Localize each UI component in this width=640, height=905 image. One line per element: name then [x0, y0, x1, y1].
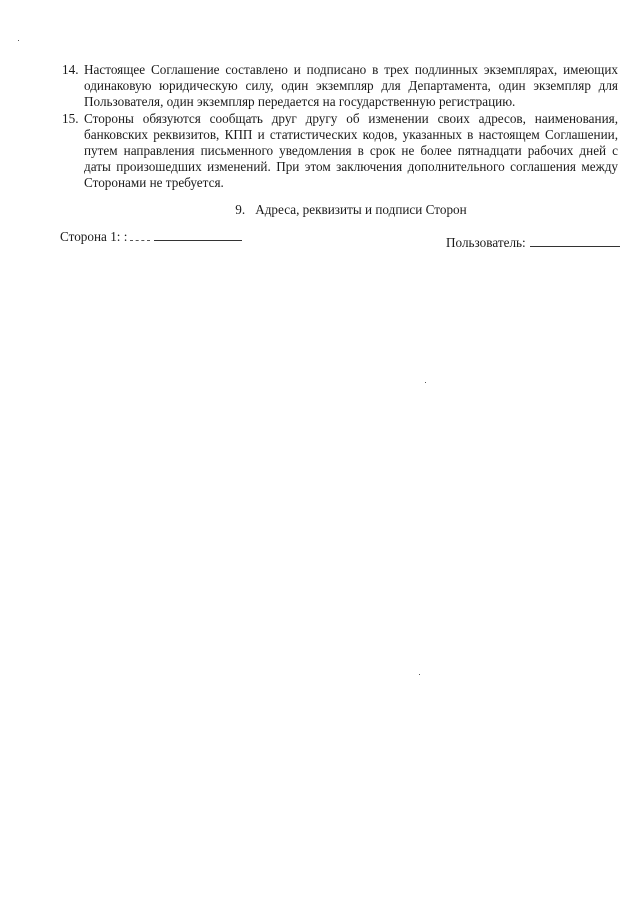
clause-list: [62, 62, 618, 192]
signature-user: [446, 235, 620, 251]
signature-label-party-1: Сторона 1: :: [60, 229, 128, 244]
clause-15: [62, 111, 618, 191]
clause-number: 14.: [62, 62, 79, 77]
scan-speck: [419, 674, 420, 675]
clause-text: Настоящее Соглашение составлено и подписано в трех подлинных экземплярах, имеющих одинаковую юридическую силу, один экземпляр для Департамента, один экземпляр для Пользователя, один экземпляр передается на государственную регистрацию.: [84, 62, 618, 109]
clause-text: Стороны обязуются сообщать друг другу об изменении своих адресов, наименования, банковских реквизитов, КПП и статистических кодов, указанных в настоящем Соглашении, путем направления письменного уведомления в срок не более пятнадцати рабочих дней с даты произошедших изменений. При этом заключения дополнительного соглашения между Сторонами не требуется.: [84, 111, 618, 190]
signature-line: [530, 235, 620, 247]
clause-14: [62, 62, 618, 110]
clause-number: 15.: [62, 111, 79, 126]
signature-dash: [130, 229, 150, 241]
section-number: 9.: [235, 202, 246, 217]
signature-line: [154, 229, 242, 241]
section-heading: [0, 202, 640, 218]
section-title: Адреса, реквизиты и подписи Сторон: [255, 202, 467, 217]
signature-party-1: [60, 229, 242, 245]
scan-speck: [425, 382, 426, 383]
signature-label-user: Пользователь:: [446, 235, 526, 250]
scan-speck: [18, 40, 19, 41]
